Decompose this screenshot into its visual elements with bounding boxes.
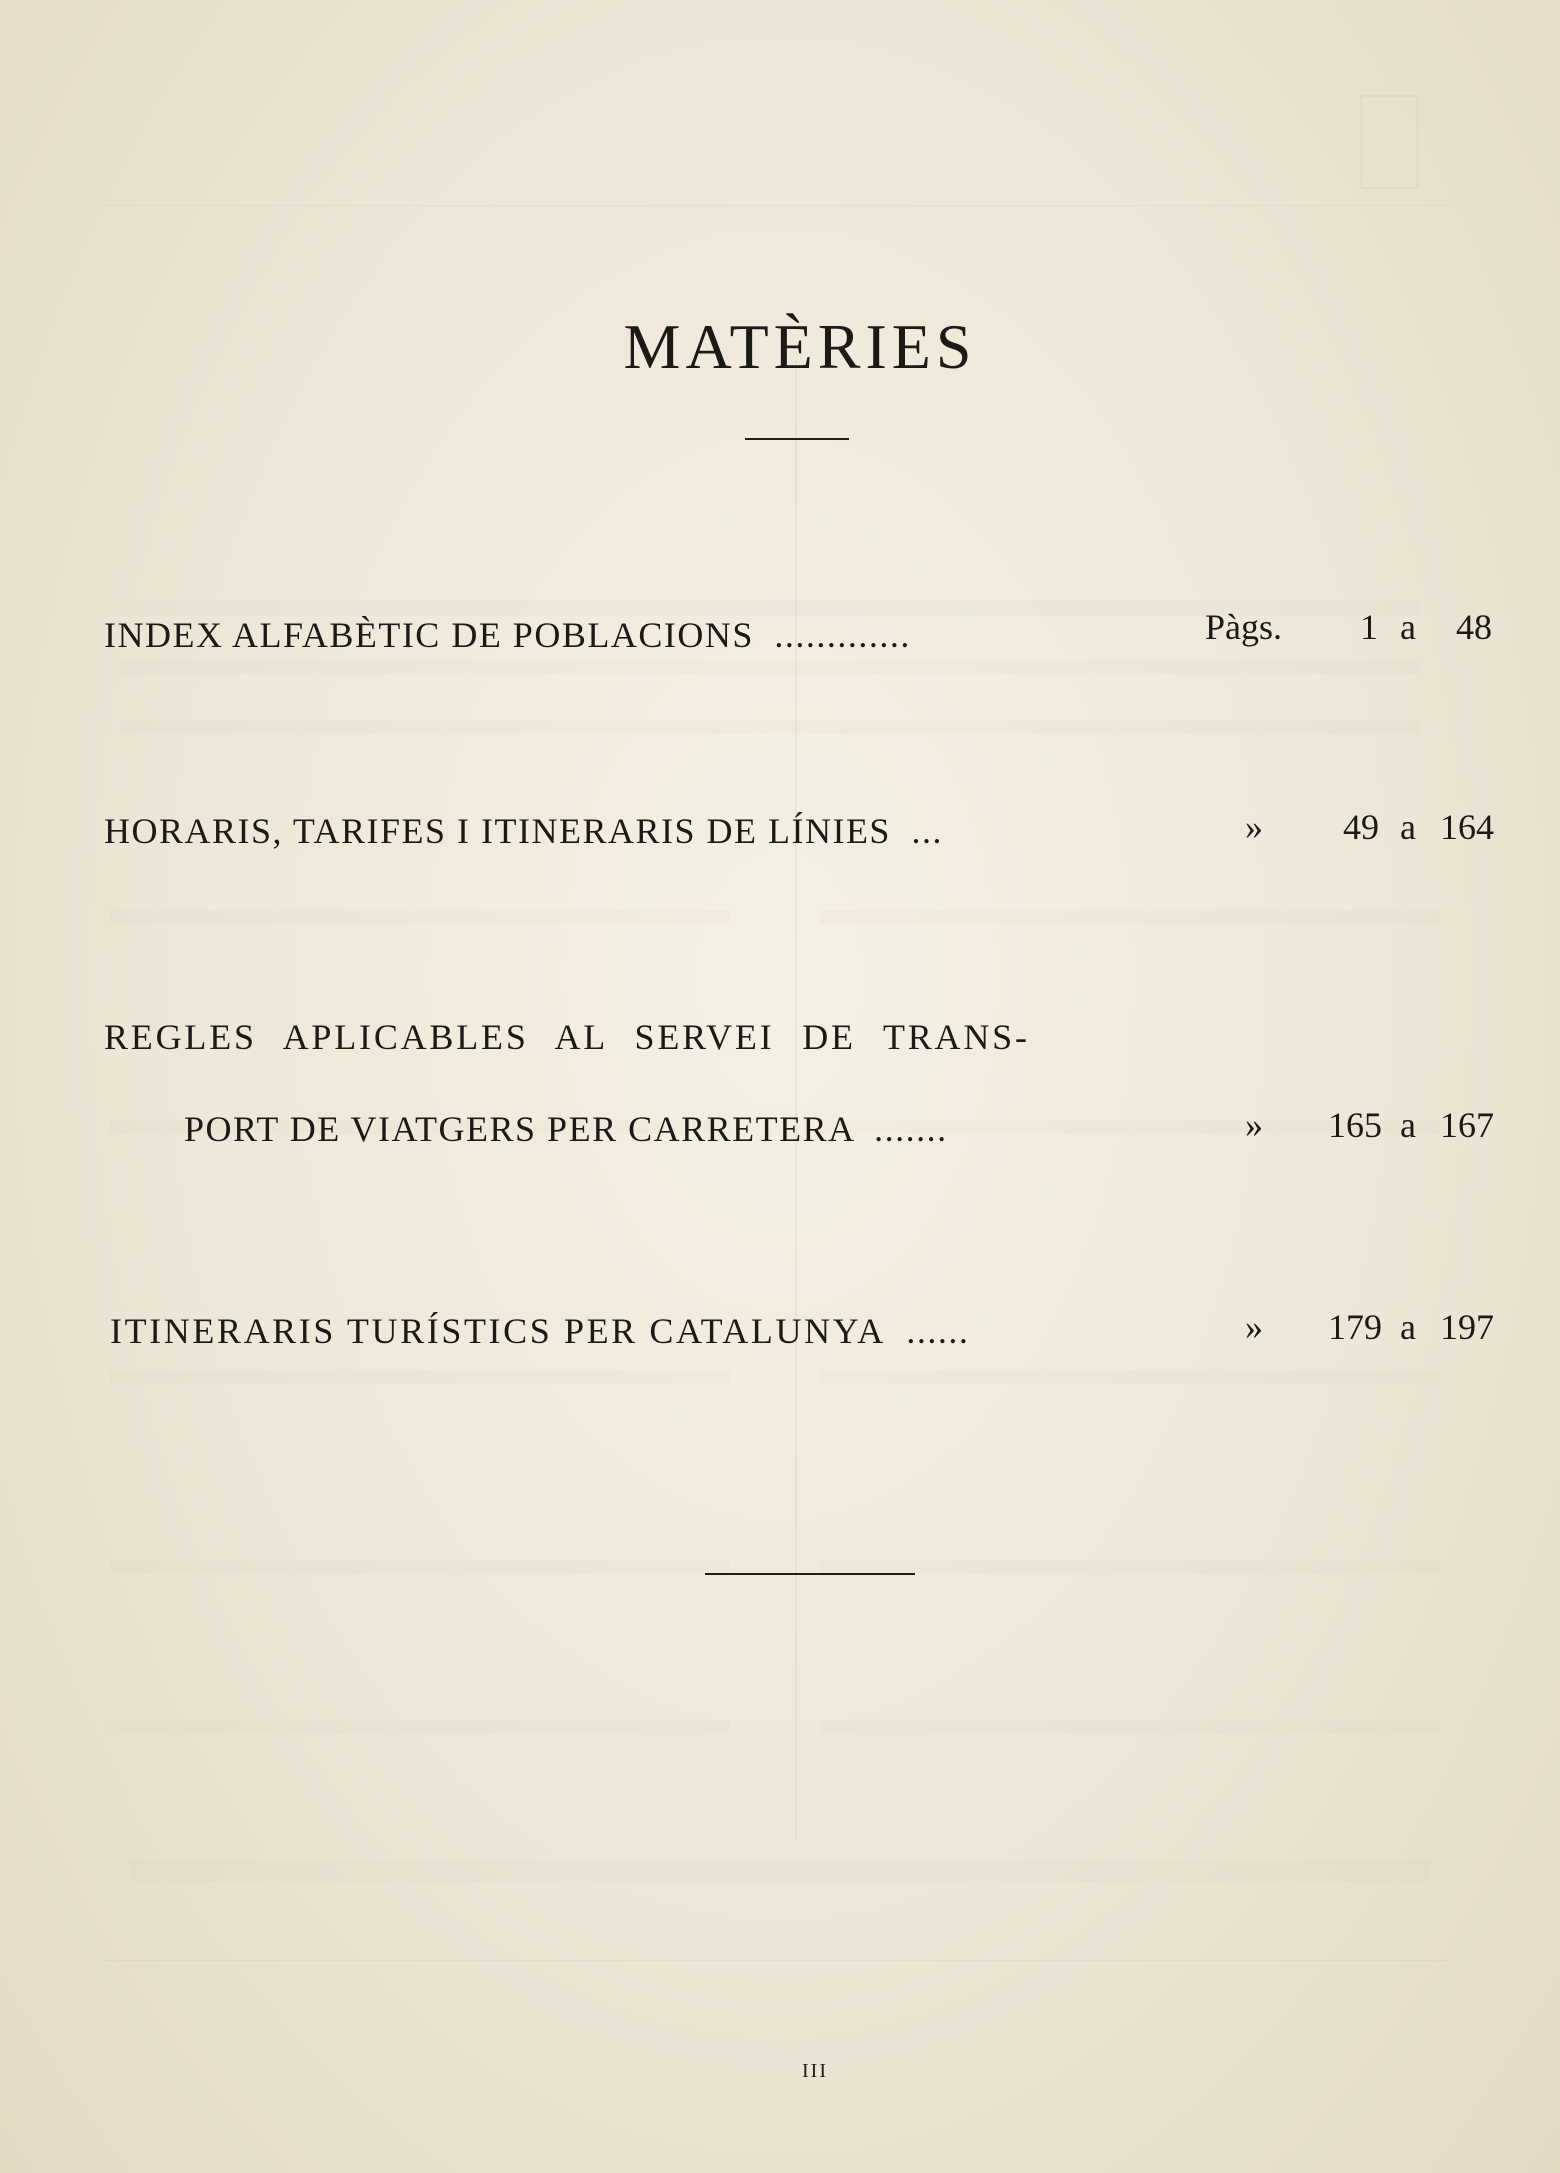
toc-entry-label: [104, 614, 911, 656]
dot-leader: ...: [911, 811, 943, 851]
toc-entry-marker: Pàgs.: [1205, 607, 1283, 647]
closing-divider: [705, 1573, 915, 1575]
toc-entry-label: [110, 1310, 969, 1352]
page-title: MATÈRIES: [623, 311, 977, 382]
toc-entry-marker: »: [1245, 1105, 1263, 1145]
toc-entry-page-from: 165: [1328, 1105, 1382, 1145]
toc-entry-range-separator: a: [1400, 1307, 1416, 1347]
entry-title: HORARIS, TARIFES I ITINERARIS DE LÍNIES: [104, 811, 891, 851]
dot-leader: ......: [906, 1311, 970, 1351]
toc-entry-page-from: 179: [1328, 1307, 1382, 1347]
toc-entry-page-to: 48: [1456, 607, 1492, 647]
toc-entry-page-to: 197: [1440, 1307, 1494, 1347]
entry-title: PORT DE VIATGERS PER CARRETERA: [184, 1109, 854, 1149]
toc-entry-range-separator: a: [1400, 807, 1416, 847]
title-underline-divider: [745, 438, 849, 440]
page-number: III: [802, 2060, 828, 2082]
entry-title: ITINERARIS TURÍSTICS PER CATALUNYA: [110, 1311, 886, 1351]
toc-entry-label-line1: REGLES APLICABLES AL SERVEI DE TRANS-: [104, 1017, 1030, 1057]
toc-entry-label-line2: [184, 1108, 948, 1150]
toc-entry-range-separator: a: [1400, 607, 1416, 647]
toc-entry-page-from: 49: [1343, 807, 1379, 847]
toc-entry-range-separator: a: [1400, 1105, 1416, 1145]
toc-entry-page-to: 167: [1440, 1105, 1494, 1145]
entry-title: INDEX ALFABÈTIC DE POBLACIONS: [104, 615, 754, 655]
toc-entry-marker: »: [1245, 1307, 1263, 1347]
toc-entry-marker: »: [1245, 807, 1263, 847]
toc-entry-page-to: 164: [1440, 807, 1494, 847]
toc-entry-label: [104, 810, 943, 852]
dot-leader: .......: [874, 1109, 948, 1149]
toc-entry-page-from: 1: [1360, 607, 1378, 647]
dot-leader: .............: [774, 615, 911, 655]
